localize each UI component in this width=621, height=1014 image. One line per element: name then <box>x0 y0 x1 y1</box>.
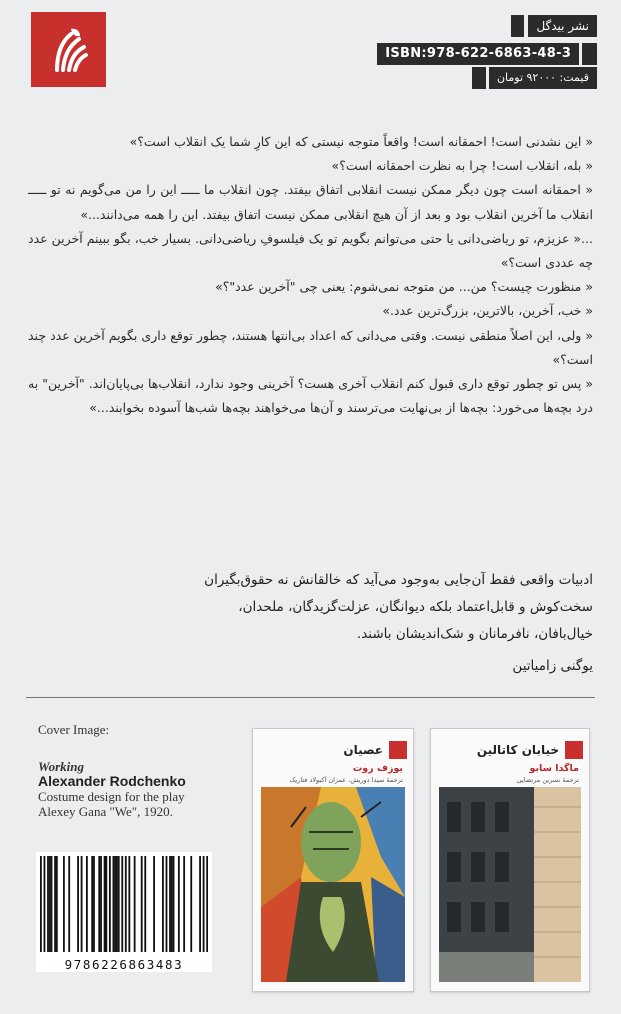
barcode-bar <box>141 856 143 952</box>
barcode-bar <box>183 856 185 952</box>
barcode-bar <box>171 856 173 952</box>
barcode-bar <box>40 856 42 952</box>
excerpt-paragraph: « ولی، این اصلاً منطقی نیست. وقتی می‌دانی که اعداد بی‌انتها هستند، چطور توقع داری بگویم آخرین عدد چند است؟» <box>28 327 593 367</box>
barcode-bar <box>68 856 70 952</box>
excerpt-paragraph: ...« عزیزم، تو ریاضی‌دانی یا حتی می‌توانم بگویم تو یک فیلسوفِ ریاضی‌دانی. بسیار خب، بگو ببینم آخرین عدد چه عددی است؟» <box>28 230 593 271</box>
barcode-bar <box>54 856 56 952</box>
isbn-mark <box>582 43 597 65</box>
barcode-bar <box>199 856 201 952</box>
barcode-bar <box>91 856 93 952</box>
barcode-bar <box>203 856 205 952</box>
barcode-bar <box>93 856 95 952</box>
barcode-bar <box>105 856 107 952</box>
book-cover-art <box>261 787 405 982</box>
isbn: ISBN:978-622-6863-48-3 <box>377 43 579 65</box>
barcode-bar <box>153 856 155 952</box>
barcode-bar <box>134 856 136 952</box>
barcode-bar <box>128 856 130 952</box>
isbn-row <box>377 43 597 65</box>
credits-artist: Alexander Rodchenko <box>38 773 186 789</box>
author-quote <box>28 567 593 648</box>
barcode-bar <box>100 856 102 952</box>
barcode-bar <box>56 856 58 952</box>
excerpt-paragraph: « بله، انقلاب است! چرا به نظرت احمقانه است؟» <box>331 158 593 174</box>
barcode-bar <box>113 856 115 952</box>
credits-description: Costume design for the play <box>38 789 185 804</box>
barcode-bar <box>47 856 49 952</box>
credits-description: Alexey Gana "We", 1920. <box>38 804 173 819</box>
book-translator: ترجمهٔ سیدا دوریش، عمران آکبولاد فتاریک <box>289 776 403 784</box>
building-photo <box>439 787 581 982</box>
book-logo-icon <box>389 741 407 759</box>
barcode-bar <box>190 856 192 952</box>
barcode-bar <box>98 856 100 952</box>
barcode-number: 9786226863483 <box>64 957 184 972</box>
excerpt-paragraph: « این نشدنی است! احمقانه است! واقعاً متوجه نیستی که این کارِ شما یک انقلاب است؟» <box>129 134 593 149</box>
book-author: ماگدا سابو <box>529 763 579 774</box>
price-value: ۹۲۰۰۰ تومان <box>496 71 557 84</box>
barcode-bar <box>144 856 146 952</box>
excerpt <box>28 130 593 420</box>
credits-work-title: Working <box>38 759 84 774</box>
barcode-bar <box>162 856 164 952</box>
publisher-logo <box>31 12 106 87</box>
credits-label: Cover Image: <box>38 722 110 737</box>
barcode-bar <box>114 856 116 952</box>
bidgol-leaf-icon <box>31 12 106 87</box>
barcode-bar <box>49 856 51 952</box>
excerpt-paragraph: « احمقانه است چون دیگر ممکن نیست انقلابی اتفاق بیفتد. چون انقلاب ما ـــــ این را من می‌گویم نه تو ـــــ انقلاب ما آخرین انقلاب بود و بعد از آن هیچ انقلابی ممکن نیست اتفاق بیفتد. این را همه می‌دانند...» <box>28 182 593 222</box>
barcode-bar <box>166 856 168 952</box>
price-label: قیمت: <box>559 71 589 84</box>
book-cover-photo <box>439 787 581 982</box>
book-logo-icon <box>565 741 583 759</box>
cover-credits <box>38 722 238 819</box>
barcode-bar <box>44 856 46 952</box>
barcode-bar <box>86 856 88 952</box>
barcode-bar <box>206 856 208 952</box>
book-thumbnail-rebellion <box>252 728 414 992</box>
price-mark <box>472 67 486 89</box>
publisher-name: نشر بیدگل <box>528 15 597 37</box>
book-title: عصیان <box>343 743 383 757</box>
barcode <box>36 852 212 972</box>
barcode-bar <box>125 856 127 952</box>
barcode-bar <box>116 856 118 952</box>
barcode-bar <box>77 856 79 952</box>
barcode-bar <box>121 856 123 952</box>
barcode-bars <box>40 856 208 952</box>
barcode-bar <box>81 856 83 952</box>
barcode-bar <box>51 856 53 952</box>
book-title: خیابان کاتالین <box>476 743 559 757</box>
publisher-mark <box>511 15 525 37</box>
excerpt-paragraph: « خب، آخرین، بالاترین، بزرگ‌ترین عدد.» <box>382 303 593 319</box>
barcode-bar <box>109 856 111 952</box>
barcode-bar <box>63 856 65 952</box>
price-row <box>472 67 597 89</box>
quote-line: سخت‌کوش و قابل‌اعتماد بلکه دیوانگان، عزلت‌گزیدگان، ملحدان، <box>238 599 593 615</box>
book-thumbnail-katalin-street <box>430 728 590 992</box>
book-translator: ترجمهٔ نسرین مرتضایی <box>516 776 579 784</box>
barcode-bar <box>104 856 106 952</box>
excerpt-paragraph: « منظورت چیست؟ من... من متوجه نمی‌شوم: یعنی چی "آخرین عدد"؟» <box>215 279 593 295</box>
barcode-bar <box>169 856 171 952</box>
portrait-illustration <box>261 787 405 982</box>
quote-author: یوگنی زامیاتین <box>512 658 593 674</box>
quote-line: ادبیات واقعی فقط آن‌جایی به‌وجود می‌آید که خالقانش نه حقوق‌بگیران <box>204 572 593 588</box>
barcode-bar <box>178 856 180 952</box>
publisher-name-row <box>511 15 597 37</box>
quote-line: خیال‌بافان، نافرمانان و شک‌اندیشان باشند. <box>356 626 593 642</box>
barcode-bar <box>173 856 175 952</box>
price <box>489 67 597 89</box>
divider <box>26 697 595 698</box>
excerpt-paragraph: « پس تو چطور توقع داری قبول کنم انقلاب آخری هست؟ آخرینی وجود ندارد، انقلاب‌ها بی‌پایان‌اند. "آخرین" به درد بچه‌ها می‌خورد: بچه‌ها از بی‌نهایت می‌ترسند و آن‌ها می‌خواهند بچه‌ها شب‌ها آسوده بخوابند...» <box>28 376 593 416</box>
book-author: یوزف روت <box>352 763 403 774</box>
barcode-bar <box>118 856 120 952</box>
